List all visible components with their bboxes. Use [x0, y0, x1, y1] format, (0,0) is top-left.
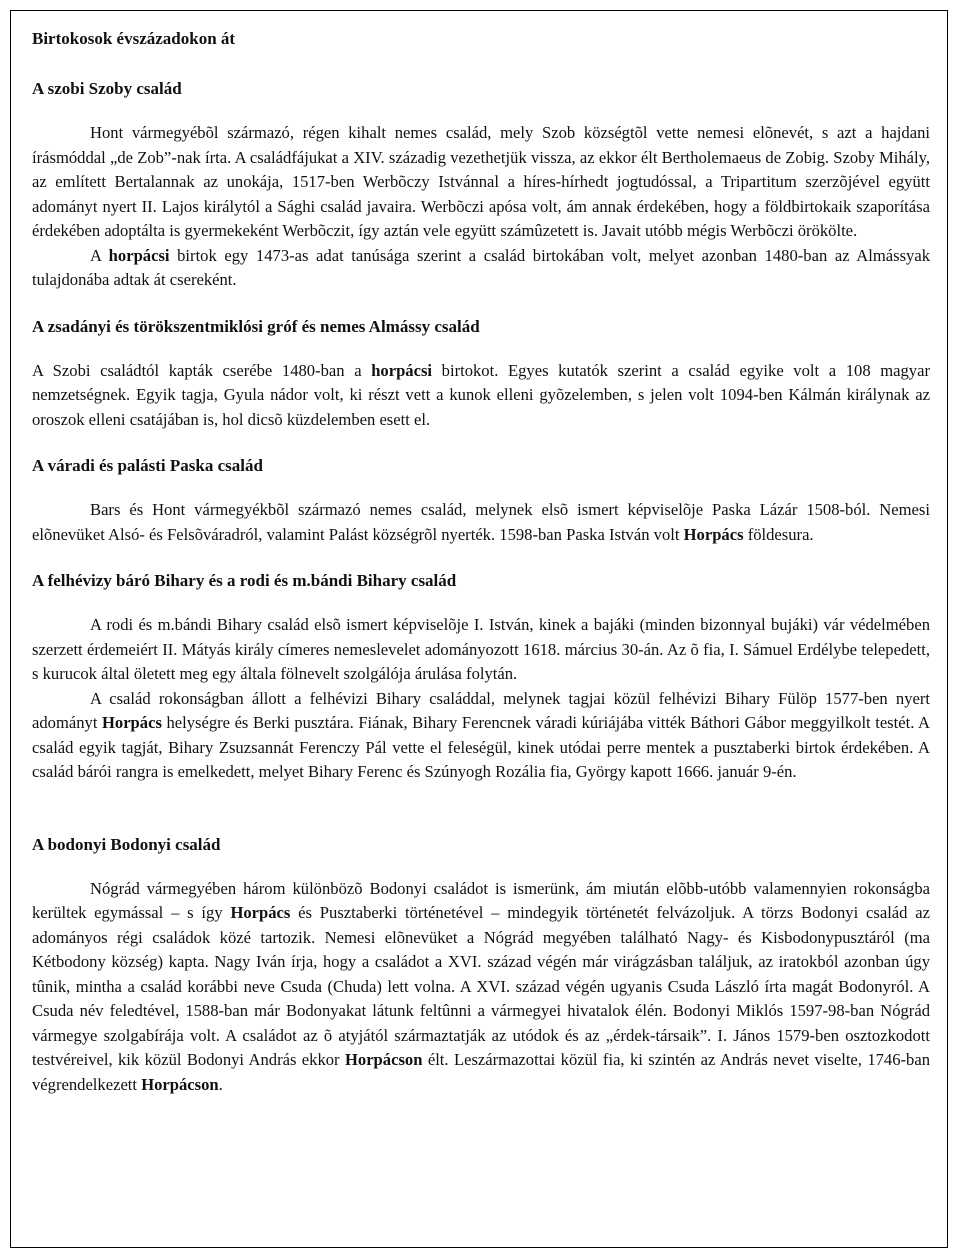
section-heading: A váradi és palásti Paska család	[32, 456, 263, 475]
emphasized-text: Horpács	[683, 524, 744, 544]
body-paragraph	[32, 244, 930, 293]
body-paragraph	[32, 498, 930, 547]
paragraph-text: Nógrád vármegyében három különbözõ Bodonyi családot is ismerünk, ám miután elõbb-utóbb valamennyien rokonságba kerültek egymással – s így	[32, 878, 930, 922]
section-heading: A szobi Szoby család	[32, 79, 182, 98]
section	[32, 833, 930, 1098]
section-spacer	[32, 807, 930, 833]
document-title: Birtokosok évszázadokon át	[32, 29, 236, 48]
section	[32, 77, 930, 293]
paragraph-text: A család rokonságban állott a felhévizi Bihary családdal, melynek tagjai közül felhévizi Bihary Fülöp 1577-ben nyert adományt	[32, 688, 930, 732]
paragraph-text: földesura.	[743, 524, 814, 544]
emphasized-text: horpácsi	[371, 360, 433, 380]
section	[32, 315, 930, 433]
paragraph-text: élt. Leszármazottai közül fia, ki szintén az András nevet viselte, 1746-ban végrendelkezett	[32, 1050, 931, 1094]
section-heading: A bodonyi Bodonyi család	[32, 834, 221, 854]
emphasized-text: horpácsi	[108, 245, 170, 265]
body-paragraph	[32, 121, 930, 244]
paragraph-text: .	[218, 1074, 223, 1094]
paragraph-text: A	[90, 245, 109, 265]
paragraph-text: Bars és Hont vármegyékbõl származó nemes család, melynek elsõ ismert képviselõje Paska Lázár 1508-ból. Nemesi elõnevüket Alsó- és Felsõváradról, valamint Palást községrõl nyerték. 1598-ban Paska István volt	[32, 500, 930, 544]
emphasized-text: Horpács	[230, 903, 291, 922]
paragraph-text: helységre és Berki pusztára. Fiának, Bihary Ferencnek váradi kúriájába vitték Báthori Gábor meggyilkolt testét. A család egyik tagját, Bihary Zsuzsannát Ferenczy Pál vette el feleségül, kinek utódai perre mentek a pusztaberki birtok érdekében. A család bárói rangra is emelkedett, melyet Bihary Ferenc és Szúnyogh Rozália fia, György kapott 1666. január 9-én.	[32, 713, 930, 781]
paragraph-text: birtokot. Egyes kutatók szerint a család egyike volt a 108 magyar nemzetségnek. Egyik tagja, Gyula nádor volt, ki részt vett a kunok elleni gyõzelemben, s jelen volt 1094-ben Kálmán királynak az oroszok elleni csatájában is, hol dicsõ küzdelemben esett el.	[32, 360, 930, 429]
emphasized-text: Horpácson	[141, 1074, 219, 1094]
emphasized-text: Horpács	[101, 713, 162, 732]
emphasized-text: Horpácson	[344, 1050, 423, 1069]
paragraph-text: A rodi és m.bándi Bihary család elsõ ismert képviselõje I. István, kinek a bajáki (minden bizonnyal bujáki) vár védelmében szerzett érdemeiért II. Mátyás király címeres nemeslevelet adományozott 1618. március 30-án. Az õ fia, I. Sámuel Erdélybe telepedett, s kurucok által öletett meg egy általa fölnevelt szolgálója árulása folytán.	[32, 615, 930, 683]
paragraph-text: A Szobi családtól kapták cserébe 1480-ban a	[32, 360, 372, 380]
section	[32, 569, 930, 785]
section	[32, 454, 930, 547]
sections-container	[32, 77, 930, 1097]
section-heading: A felhévizy báró Bihary és a rodi és m.bándi Bihary család	[32, 571, 457, 590]
paragraph-text: és Pusztaberki történetével – mindegyik történetét felvázoljuk. A törzs Bodonyi család az adományos régi családok közé tartozik. Nemesi elõnevüket a Nógrád megyében található Nagy- és Kisbodonypusztáról (ma Kétbodony község) kapta. Nagy Iván írja, hogy a családot a XVI. század végén már virágzásban találjuk, az iratokból azonban úgy tûnik, mintha a család korábbi neve Csuda (Chuda) lett volna. A XVI. század végén ugyanis Csuda László írta magát Bodonyról. A Csuda név feledtével, 1588-ban már Bodonyakat látunk feltûnni a vármegyei hivatalok élén. Bodonyi Miklós 1597-98-ban Nógrád vármegye szolgabírája volt. A családot az õ atyjától származtatják az utódok és az „érdek-társaik”. I. János 1579-ben osztozkodott testvéreivel, kik közül Bodonyi András ekkor	[32, 903, 930, 1069]
body-paragraph	[32, 877, 930, 1098]
body-paragraph	[32, 613, 930, 687]
section-heading: A zsadányi és törökszentmiklósi gróf és nemes Almássy család	[32, 316, 480, 336]
paragraph-text: birtok egy 1473-as adat tanúsága szerint a család birtokában volt, melyet azonban 1480-ban az Almássyak tulajdonába adtak át csereként.	[32, 245, 930, 289]
paragraph-text: Hont vármegyébõl származó, régen kihalt nemes család, mely Szob községtõl vette nemesi elõnevét, s azt a hajdani írásmóddal „de Zob”-nak írta. A családfájukat a XIV. századig vezethetjük vissza, az ekkor élt Bertholemaeus de Zobig. Szoby Mihály, az említett Bertalannak az unokája, 1517-ben Werbõczy Istvánnal a híres-hírhedt jogtudóssal, a Tripartitum szerzõjével együtt adományt nyert II. Lajos királytól a Sághi család javaira. Werbõczi apósa volt, ám annak érdekében, hogy a földbirtokaik szaporítása érdekében adoptálta is gyermekeként Werbõczit, így aztán vele együtt számûzetett is. Javait utóbb mégis Werbõczi örökölte.	[32, 123, 930, 240]
body-paragraph	[32, 687, 930, 785]
document-body	[32, 27, 930, 1119]
body-paragraph	[32, 359, 930, 433]
